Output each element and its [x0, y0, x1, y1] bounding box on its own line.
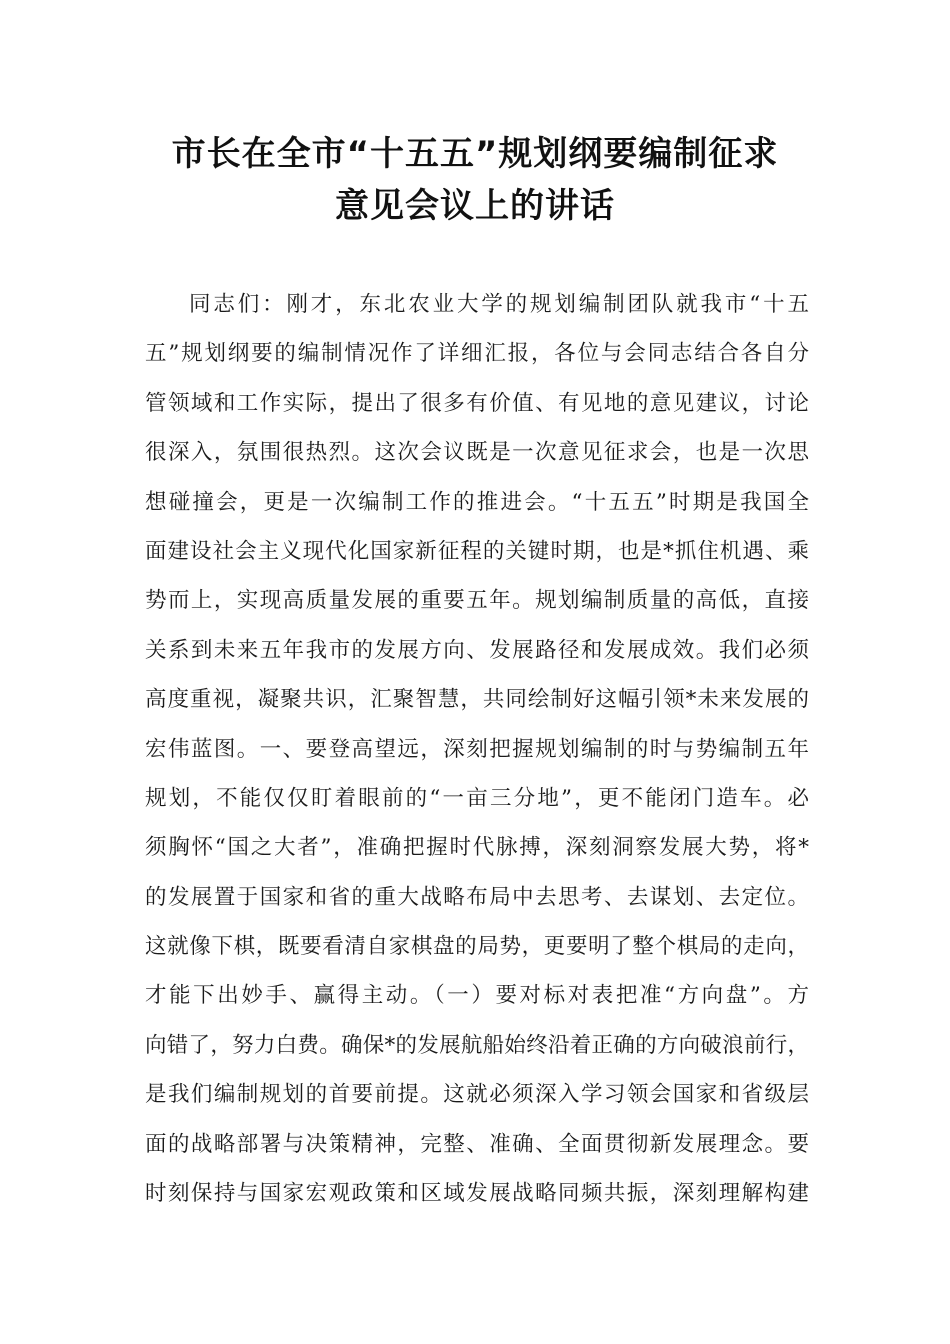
body-line: 想碰撞会，更是一次编制工作的推进会。“十五五”时期是我国全	[145, 489, 809, 515]
title-line-1: 市长在全市“十五五”规划纲要编制征求	[171, 134, 779, 174]
body-line: 面的战略部署与决策精神，完整、准确、全面贯彻新发展理念。要	[145, 1131, 809, 1157]
body-line: 面建设社会主义现代化国家新征程的关键时期，也是*抓住机遇、乘	[145, 538, 809, 564]
body-line: 关系到未来五年我市的发展方向、发展路径和发展成效。我们必须	[145, 637, 809, 663]
title-line-2: 意见会议上的讲话	[335, 186, 615, 226]
body-line: 五”规划纲要的编制情况作了详细汇报，各位与会同志结合各自分	[145, 341, 809, 367]
body-line: 规划，不能仅仅盯着眼前的“一亩三分地”，更不能闭门造车。必	[145, 785, 809, 811]
body-line: 同志们：刚才，东北农业大学的规划编制团队就我市“十五	[189, 292, 809, 317]
body-line: 时刻保持与国家宏观政策和区域发展战略同频共振，深刻理解构建	[145, 1181, 809, 1207]
body-line: 才能下出妙手、赢得主动。（一）要对标对表把准“方向盘”。方	[145, 983, 809, 1009]
body-line: 管领域和工作实际，提出了很多有价值、有见地的意见建议，讨论	[145, 390, 809, 416]
body-line: 向错了，努力白费。确保*的发展航船始终沿着正确的方向破浪前行，	[145, 1032, 809, 1058]
body-line: 的发展置于国家和省的重大战略布局中去思考、去谋划、去定位。	[145, 884, 809, 910]
document-title	[0, 128, 950, 232]
document-body	[145, 280, 809, 1218]
body-line: 很深入，氛围很热烈。这次会议既是一次意见征求会，也是一次思	[145, 440, 809, 466]
body-line: 高度重视，凝聚共识，汇聚智慧，共同绘制好这幅引领*未来发展的	[145, 687, 809, 713]
body-line: 势而上，实现高质量发展的重要五年。规划编制质量的高低，直接	[145, 588, 809, 614]
body-line: 须胸怀“国之大者”，准确把握时代脉搏，深刻洞察发展大势，将*	[145, 835, 809, 861]
body-line: 宏伟蓝图。一、要登高望远，深刻把握规划编制的时与势编制五年	[145, 736, 809, 762]
body-line: 这就像下棋，既要看清自家棋盘的局势，更要明了整个棋局的走向，	[145, 934, 809, 960]
body-line: 是我们编制规划的首要前提。这就必须深入学习领会国家和省级层	[145, 1082, 809, 1108]
